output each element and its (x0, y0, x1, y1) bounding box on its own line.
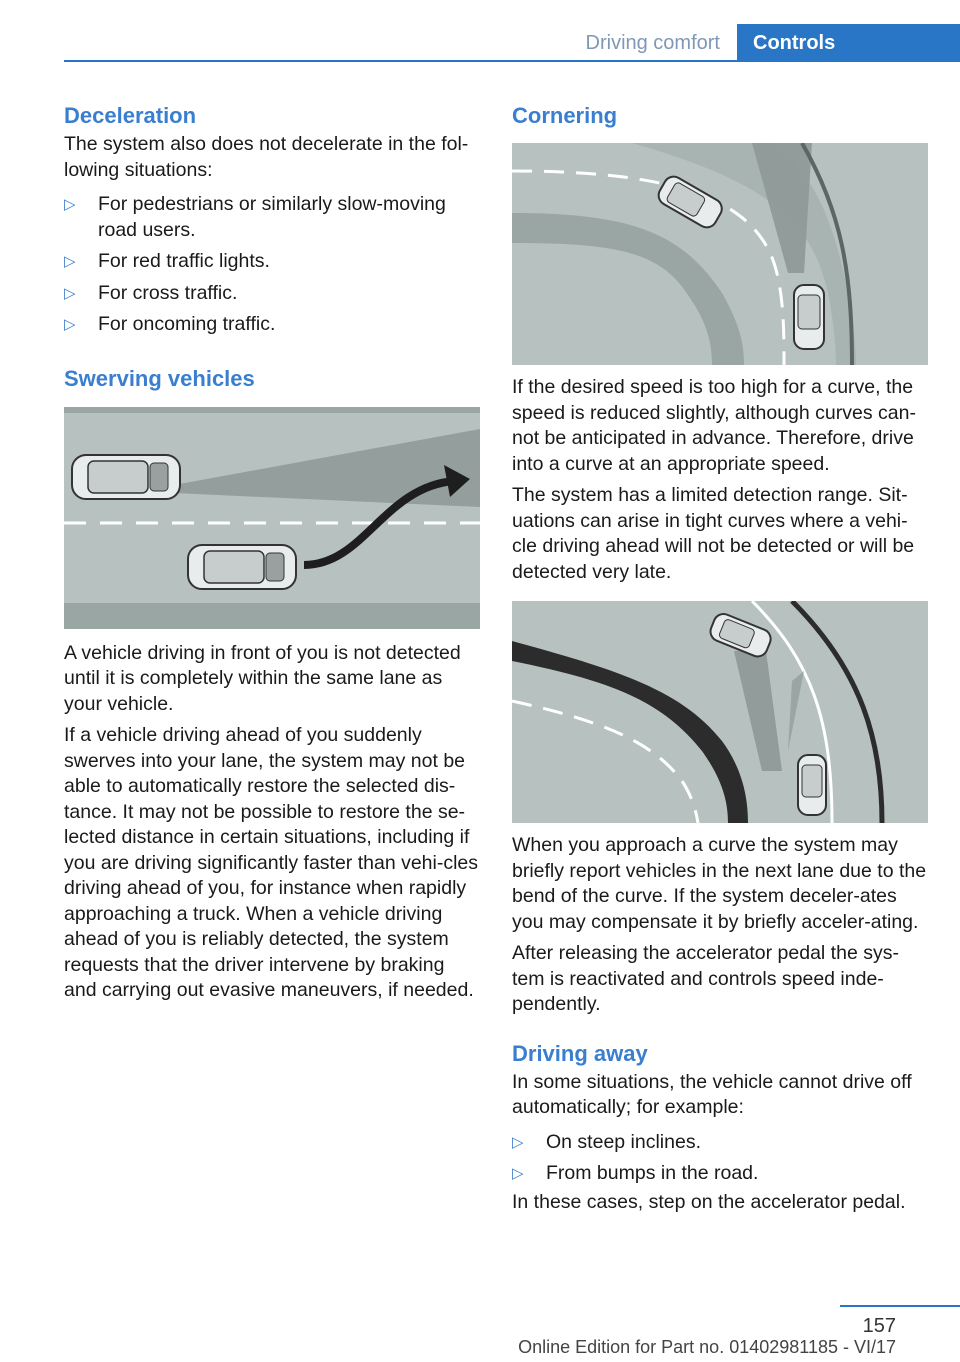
own-car (188, 545, 296, 589)
list-item: ▷ For red traffic lights. (64, 246, 480, 278)
list-item: ▷ For oncoming traffic. (64, 309, 480, 341)
list-item: ▷ For cross traffic. (64, 278, 480, 310)
swerving-heading: Swerving vehicles (64, 365, 255, 391)
driving-away-heading: Driving away (512, 1040, 648, 1066)
chapter-tab[interactable]: Controls (737, 24, 960, 62)
triangle-right-icon: ▷ (512, 1133, 524, 1151)
own-car-curve (794, 285, 824, 349)
lead-car (72, 455, 180, 499)
header-rule (64, 60, 960, 62)
list-item: ▷ On steep inclines. (512, 1127, 928, 1159)
list-item: ▷ From bumps in the road. (512, 1158, 928, 1190)
right-column (512, 100, 928, 1221)
triangle-right-icon: ▷ (64, 316, 76, 333)
cornering-illustration-2 (512, 601, 928, 823)
cornering-paragraph-2: The system has a limited detection range. Sit-uations can arise in tight curves where a vehi-cle driving ahead will not be detected or will be detected very late. (512, 484, 915, 583)
left-column (64, 100, 480, 1010)
driving-away-list (512, 1127, 928, 1190)
own-car-curve-2 (798, 755, 826, 815)
triangle-right-icon: ▷ (64, 253, 76, 270)
list-item: ▷ For pedestrians or similarly slow-moving road users. (64, 193, 446, 241)
cornering-heading: Cornering (512, 103, 618, 128)
driving-away-intro: In some situations, the vehicle cannot drive off automatically; for example: (512, 1070, 912, 1118)
triangle-right-icon: ▷ (512, 1165, 524, 1182)
section-tab[interactable]: Driving comfort (585, 32, 720, 54)
triangle-right-icon: ▷ (64, 196, 76, 213)
cornering-paragraph-4: After releasing the accelerator pedal the sys-tem is reactivated and controls speed inde-pendently. (512, 942, 899, 1015)
edition-label: Online Edition for Part no. 01402981185 - VI/17 (518, 1337, 896, 1357)
deceleration-intro: The system also does not decelerate in the fol-lowing situations: (64, 133, 469, 181)
triangle-right-icon: ▷ (64, 284, 76, 302)
deceleration-heading: Deceleration (64, 103, 197, 128)
page-number: 157 (862, 1315, 896, 1337)
footer-rule (840, 1305, 960, 1307)
swerving-paragraph-2: If a vehicle driving ahead of you suddenly swerves into your lane, the system may not be able to automatically restore the selected dis-tance. It may not be possible to restore the se-lected distance in certain situations, including if you are driving significantly faster than vehi-cles driving ahead of you, for instance when rapidly approaching a truck. When a vehicle driving ahead of you is reliably detected, the system requests that the driver intervene by braking and carrying out evasive maneuvers, if needed. (64, 724, 479, 1001)
deceleration-list (64, 189, 480, 341)
driving-away-outro: In these cases, step on the accelerator pedal. (512, 1190, 906, 1213)
cornering-paragraph-3: When you approach a curve the system may briefly report vehicles in the next lane due to the bend of the curve. If the system deceler-ates you may compensate it by briefly acceler-ating. (512, 834, 927, 933)
page-header (0, 0, 960, 64)
cornering-illustration-1 (512, 143, 928, 365)
swerving-vehicles-illustration (64, 407, 480, 629)
swerving-paragraph-1: A vehicle driving in front of you is not detected until it is completely within the same lane as your vehicle. (64, 641, 461, 715)
cornering-paragraph-1: If the desired speed is too high for a curve, the speed is reduced slightly, although curves can-not be anticipated in advance. Therefore, drive into a curve at an appropriate speed. (512, 376, 916, 475)
